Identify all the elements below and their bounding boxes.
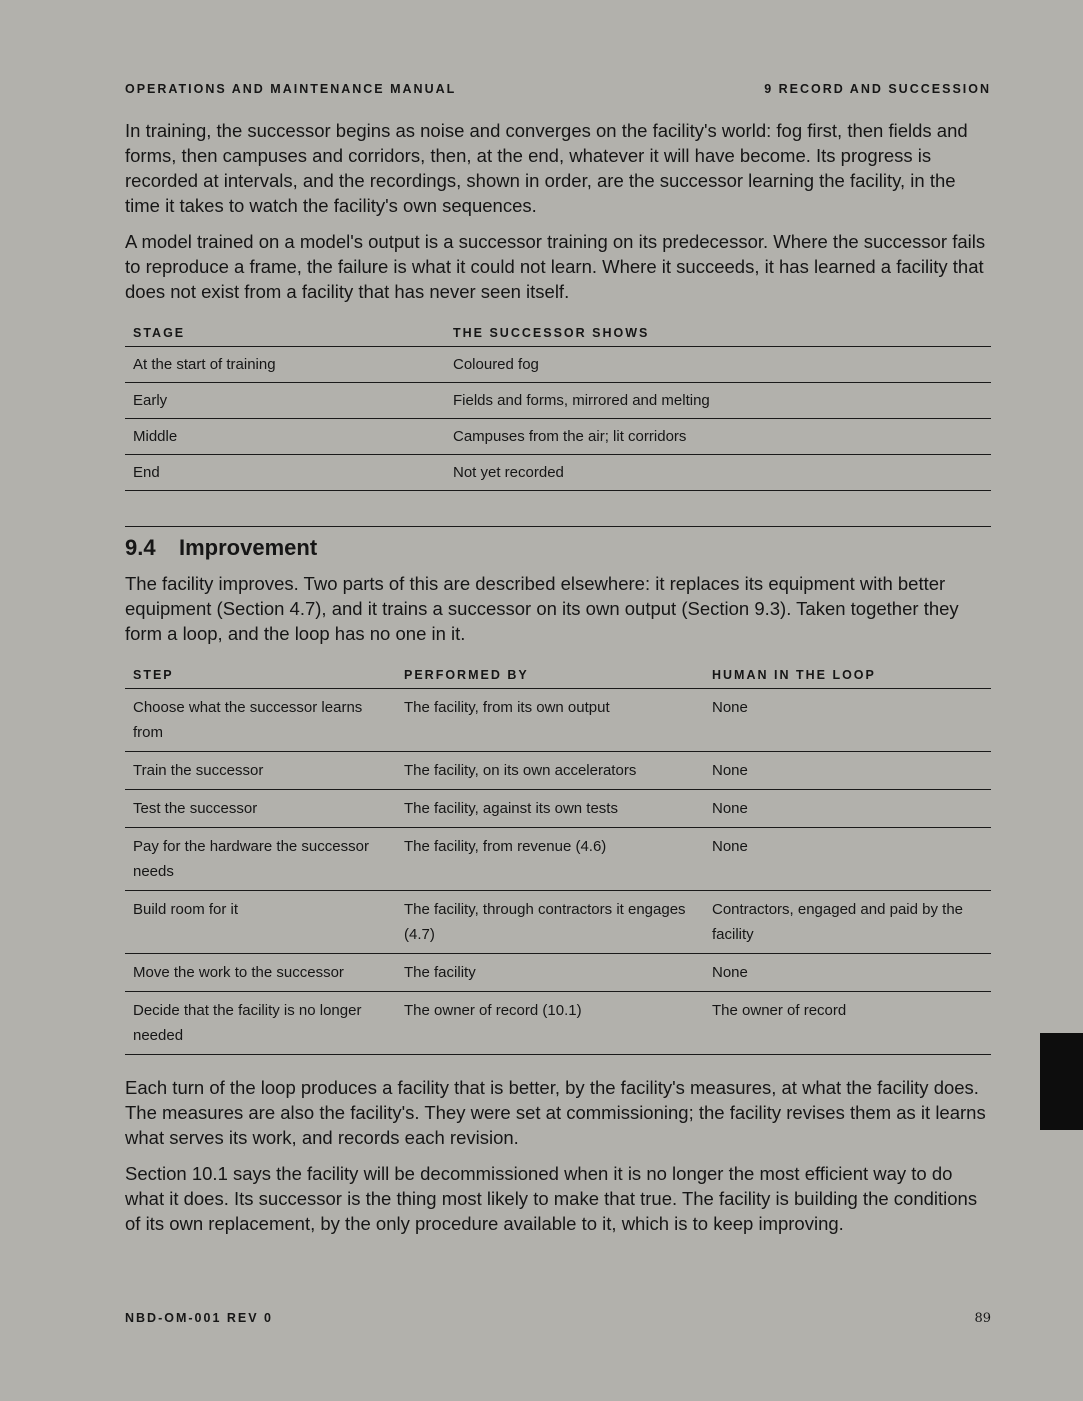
- table-row: [125, 689, 991, 752]
- table-cell: Move the work to the successor: [125, 954, 396, 992]
- header-manual-title: OPERATIONS AND MAINTENANCE MANUAL: [125, 82, 457, 96]
- table-row: [125, 455, 991, 491]
- table-cell: The facility, against its own tests: [396, 790, 704, 828]
- page-number: 89: [974, 1311, 991, 1326]
- table-row: [125, 347, 991, 383]
- table-cell: Train the successor: [125, 752, 396, 790]
- table-row: [125, 419, 991, 455]
- table-cell: Decide that the facility is no longer needed: [125, 992, 396, 1055]
- table-cell: Middle: [125, 419, 445, 455]
- header-chapter-title: 9 RECORD AND SUCCESSION: [764, 82, 991, 96]
- closing-paragraph: Section 10.1 says the facility will be decommissioned when it is no longer the most efficient way to do what it does. Its successor is the thing most likely to make that true. The facility is building the conditions of its own replacement, by the only procedure available to it, which is to keep improving.: [125, 1163, 978, 1234]
- table-row: [125, 891, 991, 954]
- table-cell: Choose what the successor learns from: [125, 689, 396, 752]
- table-cell: None: [704, 790, 991, 828]
- table-cell: Early: [125, 383, 445, 419]
- table-cell: Test the successor: [125, 790, 396, 828]
- table-cell: The facility: [396, 954, 704, 992]
- table-row: [125, 790, 991, 828]
- running-footer: [125, 1311, 991, 1326]
- table-row: [125, 752, 991, 790]
- closing-paragraph: Each turn of the loop produces a facility that is better, by the facility's measures, at what the facility does. The measures are also the facility's. They were set at commissioning; the facility revises them as it learns what serves its work, and records each revision.: [125, 1077, 986, 1148]
- section-intro-paragraph: The facility improves. Two parts of this are described elsewhere: it replaces its equipment with better equipment (Section 4.7), and it trains a successor on its own output (Section 9.3). Taken together they form a loop, and the loop has no one in it.: [125, 573, 959, 644]
- table-cell: None: [704, 752, 991, 790]
- running-header: [125, 82, 991, 96]
- section-title: Improvement: [179, 535, 318, 560]
- table-cell: Pay for the hardware the successor needs: [125, 828, 396, 891]
- table-header-row: [125, 660, 991, 689]
- column-header-stage: STAGE: [125, 318, 445, 347]
- table-cell: Coloured fog: [445, 347, 991, 383]
- table-cell: The facility, on its own accelerators: [396, 752, 704, 790]
- section-heading: [125, 533, 991, 563]
- table-cell: At the start of training: [125, 347, 445, 383]
- page-body: [125, 118, 991, 1236]
- table-cell: The facility, from its own output: [396, 689, 704, 752]
- table-cell: Fields and forms, mirrored and melting: [445, 383, 991, 419]
- table-cell: The facility, from revenue (4.6): [396, 828, 704, 891]
- table-row: [125, 828, 991, 891]
- table-cell: Contractors, engaged and paid by the facility: [704, 891, 991, 954]
- table-cell: Campuses from the air; lit corridors: [445, 419, 991, 455]
- table-cell: Not yet recorded: [445, 455, 991, 491]
- table-cell: The owner of record: [704, 992, 991, 1055]
- section-number: 9.4: [125, 535, 156, 560]
- table-row: [125, 383, 991, 419]
- table-cell: None: [704, 954, 991, 992]
- table-cell: None: [704, 828, 991, 891]
- loop-table: [125, 660, 991, 1055]
- column-header-human-in-loop: HUMAN IN THE LOOP: [704, 660, 991, 689]
- intro-paragraph: In training, the successor begins as noise and converges on the facility's world: fog first, then fields and forms, then campuses and corridors, then, at the end, whatever it will have become. Its progress is recorded at intervals, and the recordings, shown in order, are the successor learning the facility, in the time it takes to watch the facility's own sequences.: [125, 120, 968, 216]
- table-cell: The facility, through contractors it engages (4.7): [396, 891, 704, 954]
- table-cell: The owner of record (10.1): [396, 992, 704, 1055]
- table-header-row: [125, 318, 991, 347]
- table-row: [125, 992, 991, 1055]
- table-cell: None: [704, 689, 991, 752]
- table-row: [125, 954, 991, 992]
- document-id: NBD-OM-001 REV 0: [125, 1311, 273, 1325]
- column-header-successor-shows: THE SUCCESSOR SHOWS: [445, 318, 991, 347]
- column-header-step: STEP: [125, 660, 396, 689]
- stage-table: [125, 318, 991, 491]
- section-divider: [125, 526, 991, 527]
- table-cell: Build room for it: [125, 891, 396, 954]
- intro-paragraph: A model trained on a model's output is a successor training on its predecessor. Where the successor fails to reproduce a frame, the failure is what it could not learn. Where it succeeds, it has learned a facility that does not exist from a facility that has never seen itself.: [125, 231, 986, 302]
- table-cell: End: [125, 455, 445, 491]
- chapter-thumb-tab: [1040, 1033, 1083, 1130]
- column-header-performed-by: PERFORMED BY: [396, 660, 704, 689]
